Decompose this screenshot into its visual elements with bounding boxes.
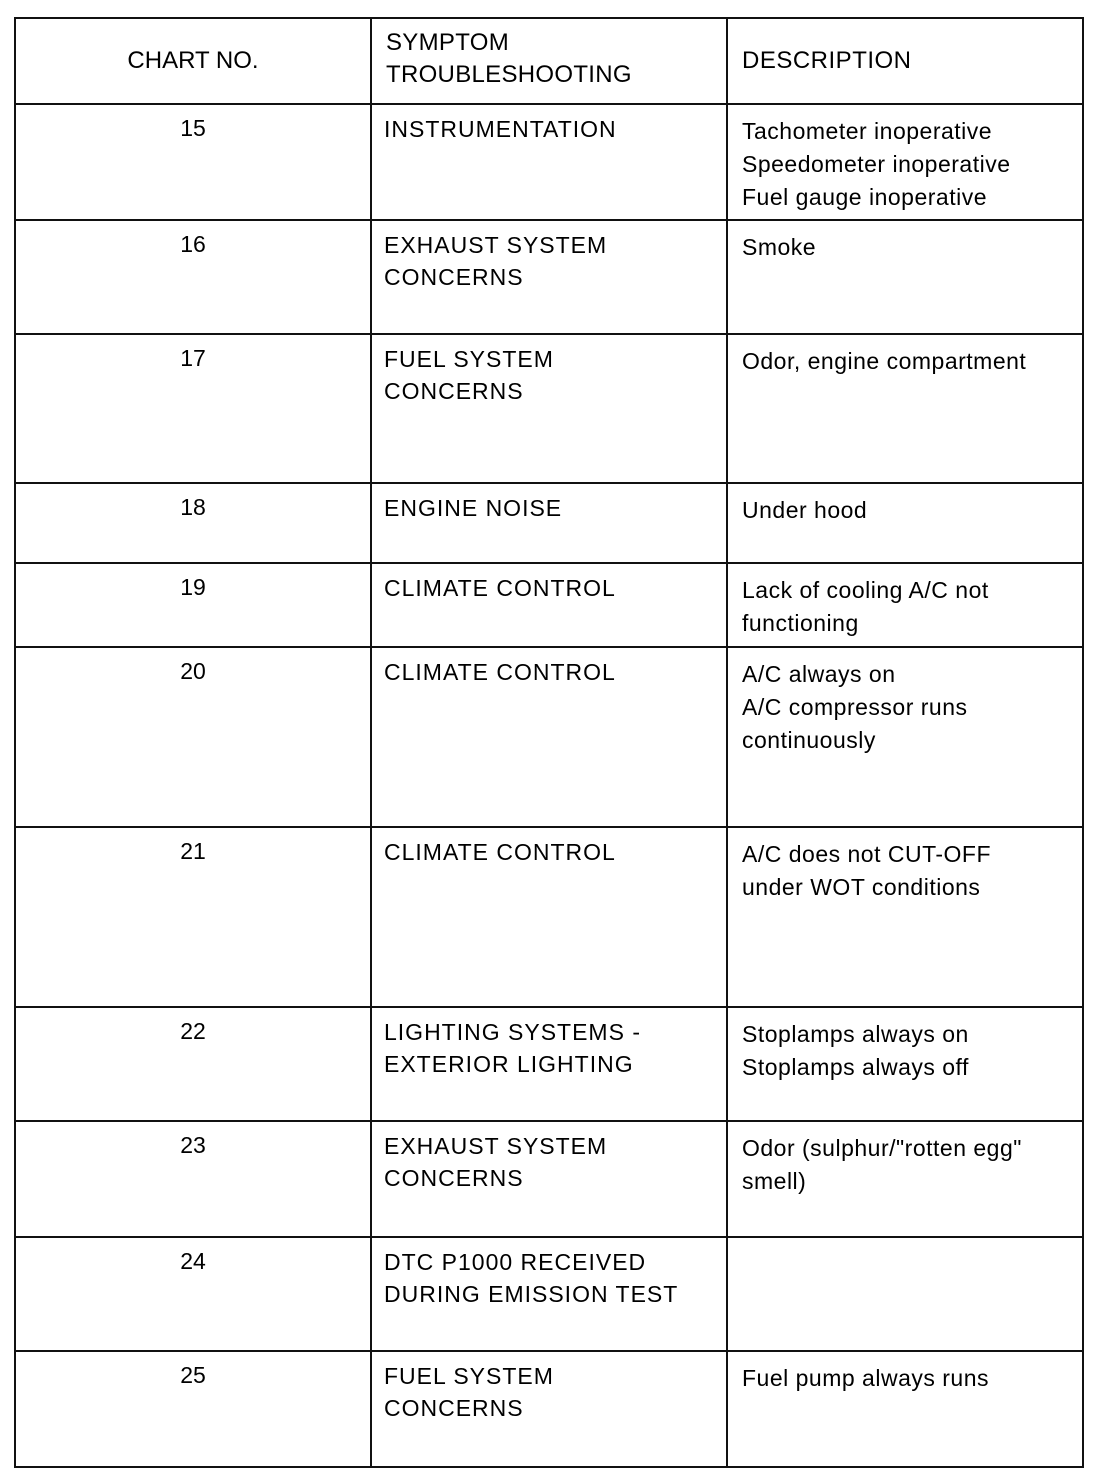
chart-number-cell: 25 [15,1351,371,1467]
troubleshooting-table [14,17,1084,1468]
symptom-line: LIGHTING SYSTEMS - [384,1019,641,1045]
symptom-cell [371,104,727,220]
symptom-line: FUEL SYSTEM [384,1363,554,1389]
description-cell [727,1351,1083,1467]
description-line: Stoplamps always off [742,1054,969,1080]
table-row [15,1351,1083,1467]
description-cell [727,563,1083,647]
description-cell [727,647,1083,827]
symptom-cell [371,1007,727,1121]
table-row [15,827,1083,1007]
description-line: Under hood [742,497,868,523]
symptom-line: CONCERNS [384,378,524,404]
symptom-line: CONCERNS [384,264,524,290]
symptom-line: ENGINE NOISE [384,495,563,521]
table-body [15,104,1083,1467]
symptom-line: CLIMATE CONTROL [384,575,616,601]
symptom-cell [371,483,727,563]
header-symptom-line: SYMPTOM [386,29,510,56]
description-cell [727,483,1083,563]
symptom-cell [371,1351,727,1467]
header-symptom-line: TROUBLESHOOTING [386,61,632,88]
table-row [15,647,1083,827]
description-line: Tachometer inoperative [742,118,993,144]
description-cell [727,1237,1083,1351]
symptom-line: CLIMATE CONTROL [384,839,616,865]
symptom-line: INSTRUMENTATION [384,116,617,142]
header-row [15,18,1083,104]
symptom-line: CONCERNS [384,1165,524,1191]
table-row [15,104,1083,220]
symptom-line: CLIMATE CONTROL [384,659,616,685]
chart-number-cell: 22 [15,1007,371,1121]
description-cell [727,104,1083,220]
symptom-line: EXTERIOR LIGHTING [384,1051,634,1077]
description-line: A/C compressor runs [742,694,968,720]
table-row [15,1121,1083,1237]
description-line: A/C always on [742,661,896,687]
symptom-line: CONCERNS [384,1395,524,1421]
chart-number-cell: 20 [15,647,371,827]
symptom-cell [371,827,727,1007]
chart-number-cell: 24 [15,1237,371,1351]
description-line: smell) [742,1168,807,1194]
table-row [15,483,1083,563]
description-line: Fuel pump always runs [742,1365,989,1391]
description-line: continuously [742,727,876,753]
chart-number-cell: 17 [15,334,371,483]
chart-number-cell: 15 [15,104,371,220]
symptom-cell [371,1237,727,1351]
description-line: under WOT conditions [742,874,981,900]
table-row [15,1237,1083,1351]
header-symptom [371,18,727,104]
description-cell [727,220,1083,334]
table-header [15,18,1083,104]
symptom-line: EXHAUST SYSTEM [384,1133,608,1159]
chart-number-cell: 21 [15,827,371,1007]
description-line: Smoke [742,234,817,260]
description-line: Speedometer inoperative [742,151,1011,177]
table-row [15,563,1083,647]
symptom-line: FUEL SYSTEM [384,346,554,372]
chart-number-cell: 18 [15,483,371,563]
description-line: Lack of cooling A/C not [742,577,989,603]
symptom-cell [371,1121,727,1237]
chart-number-cell: 16 [15,220,371,334]
header-description: DESCRIPTION [727,18,1083,104]
symptom-cell [371,563,727,647]
header-chart-no: CHART NO. [15,18,371,104]
description-line: Odor (sulphur/"rotten egg" [742,1135,1022,1161]
symptom-cell [371,220,727,334]
symptom-line: EXHAUST SYSTEM [384,232,608,258]
description-line: A/C does not CUT-OFF [742,841,992,867]
table-row [15,334,1083,483]
description-cell [727,827,1083,1007]
chart-number-cell: 23 [15,1121,371,1237]
table-row [15,1007,1083,1121]
description-cell [727,1121,1083,1237]
symptom-line: DTC P1000 RECEIVED [384,1249,647,1275]
symptom-cell [371,647,727,827]
table-row [15,220,1083,334]
description-cell [727,334,1083,483]
chart-number-cell: 19 [15,563,371,647]
description-line: Fuel gauge inoperative [742,184,987,210]
description-line: Stoplamps always on [742,1021,969,1047]
description-line: functioning [742,610,859,636]
description-cell [727,1007,1083,1121]
symptom-line: DURING EMISSION TEST [384,1281,679,1307]
description-line: Odor, engine compartment [742,348,1027,374]
symptom-cell [371,334,727,483]
